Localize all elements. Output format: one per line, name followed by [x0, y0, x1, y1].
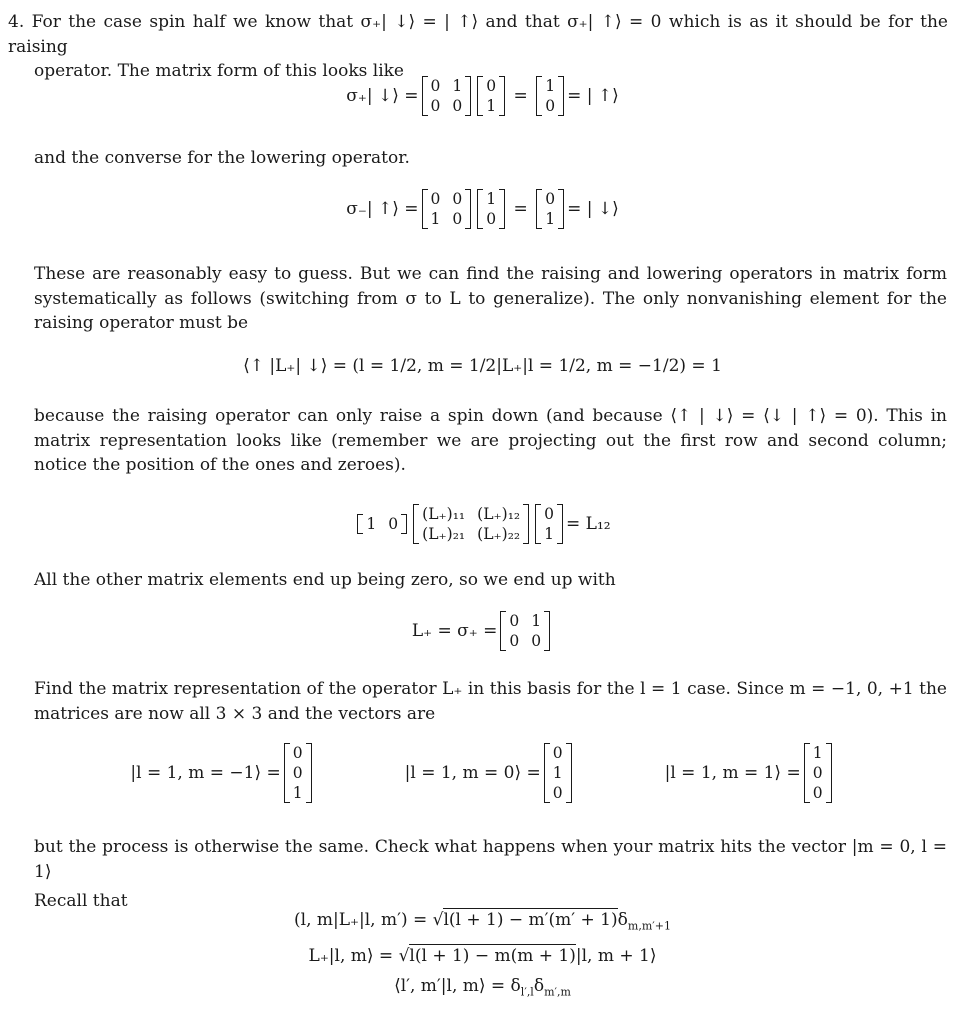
vector-spin-down-out: 0 1 [536, 189, 564, 229]
problem-number: 4. [8, 12, 25, 32]
check-text: but the process is otherwise the same. Check what happens when your matrix hits the vector |m = 0, l = 1⟩ [34, 837, 947, 882]
equation-L-plus [0, 611, 965, 651]
vec3-label: |l = 1, m = 1⟩ = [664, 763, 801, 783]
matrix-L-plus: 0 1 0 0 [500, 611, 550, 651]
matrix-sigma-minus: 0 0 1 0 [422, 189, 472, 229]
recall-eq-3: ⟨l′, m′|l, m⟩ = $\delta_{l',l}\delta_{m',m}$ [394, 976, 571, 999]
equation-lowering-spin-half: σ₋| ↑⟩ = 0 0 1 0 1 0 = 0 1 = | ↓⟩ [346, 190, 619, 228]
column-vector: 0 1 [535, 504, 563, 544]
recall-eq-2: L₊|l, m⟩ = √l(l + 1) − m(m + 1)|l, m + 1⟩ [308, 946, 657, 967]
intro-line-2: operator. The matrix form of this looks like [34, 61, 404, 81]
problem-intro [8, 10, 948, 84]
equation-raising-spin-half: σ₊| ↓⟩ = 0 1 0 0 0 1 = 1 0 = | ↑⟩ [346, 77, 619, 115]
equation-projection [0, 504, 965, 544]
eq5-lhs: L₊ = σ₊ = [411, 621, 498, 641]
lowering-text: and the converse for the lowering operator. [34, 148, 410, 168]
vector-spin-up: 1 0 [536, 76, 564, 116]
eq1-rhs: = | ↑⟩ [567, 86, 619, 106]
eq2-rhs: = | ↓⟩ [567, 199, 619, 219]
paragraph-projection: because the raising operator can only raise a spin down (and because ⟨↑ | ↓⟩ = ⟨↓ | ↑⟩ = 0). This in matrix representation looks like (remember we are projecting out the first row and second column; notice the position of the ones and zeroes). [34, 406, 947, 475]
vector-m-minus-1: 0 0 1 [284, 743, 312, 803]
row-vector: 1 0 [357, 514, 407, 534]
equation-matrix-element: ⟨↑ |L₊| ↓⟩ = (l = 1/2, m = 1/2|L₊|l = 1/2, m = −1/2) = 1 [243, 356, 722, 376]
basis-vectors [0, 743, 965, 803]
eq4-rhs: = L₁₂ [566, 514, 611, 534]
intro-line-1: For the case spin half we know that σ₊| ↓⟩ = | ↑⟩ and that σ₊| ↑⟩ = 0 which is as it should be for the raising [8, 12, 948, 57]
matrix-L-plus-general: (L₊)₁₁ (L₊)₁₂ (L₊)₂₁ (L₊)₂₂ [413, 504, 529, 544]
vec1-label: |l = 1, m = −1⟩ = [130, 763, 281, 783]
vector-spin-up-in: 1 0 [477, 189, 505, 229]
recall-equations [0, 905, 965, 1008]
vector-m-0: 0 1 0 [544, 743, 572, 803]
vec2-label: |l = 1, m = 0⟩ = [404, 763, 541, 783]
recall-text: Recall that [34, 891, 128, 911]
paragraph-other-elements: All the other matrix elements end up being zero, so we end up with [34, 570, 616, 590]
paragraph-guess: These are reasonably easy to guess. But we can find the raising and lowering operators in matrix form systematically as follows (switching from σ to L to generalize). The only nonvanishing element for the raising operator must be [34, 264, 947, 333]
paragraph-l-equals-1: Find the matrix representation of the operator L₊ in this basis for the l = 1 case. Since m = −1, 0, +1 the matrices are now all 3 × 3 and the vectors are [34, 679, 947, 724]
vector-spin-down: 0 1 [477, 76, 505, 116]
recall-eq-1: (l, m|L₊|l, $m') = √l(l + 1) - m'(m' + 1)\delta_{m,m'+1}$ [294, 910, 671, 933]
matrix-sigma-plus: 0 1 0 0 [422, 76, 472, 116]
eq1-lhs: σ₊| ↓⟩ = [346, 86, 419, 106]
eq2-lhs: σ₋| ↑⟩ = [346, 199, 419, 219]
vector-m-plus-1: 1 0 0 [804, 743, 832, 803]
